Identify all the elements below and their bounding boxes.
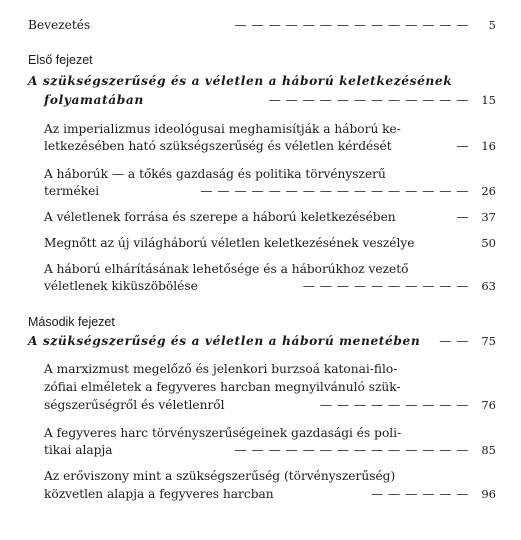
toc-entry bbox=[0, 441, 521, 459]
toc-entry bbox=[0, 182, 521, 200]
toc-page-number: 75 bbox=[481, 334, 496, 348]
toc-entry-title: Az erőviszony mint a szükségszerűség (törvényszerűség) bbox=[44, 469, 396, 483]
toc-page-number: 85 bbox=[481, 443, 496, 457]
toc-chapter-1-title-cont bbox=[0, 91, 521, 109]
toc-leader-dashes: — — — — — — — — — — — — — — bbox=[234, 18, 469, 32]
toc-entry-title: A háborúk — a tőkés gazdaság és politika törvényszerű bbox=[44, 167, 386, 181]
toc-entry bbox=[0, 485, 521, 503]
toc-chapter-heading-2 bbox=[0, 313, 521, 331]
toc-entry bbox=[0, 165, 521, 183]
toc-page-number: 16 bbox=[481, 139, 496, 153]
toc-page-number: 96 bbox=[481, 487, 496, 501]
toc-entry-title: Bevezetés bbox=[28, 18, 91, 32]
toc-entry-title: termékei bbox=[44, 184, 100, 198]
toc-entry-title: A fegyveres harc törvényszerűségeinek gazdasági és poli- bbox=[44, 426, 402, 440]
toc-leader-dashes: — bbox=[456, 210, 469, 224]
toc-entry bbox=[0, 424, 521, 442]
toc-entry-title: ségszerűségről és véletlenről bbox=[44, 398, 225, 412]
toc-entry bbox=[0, 208, 521, 226]
toc-leader-dashes: — — — — — — — — — — bbox=[302, 279, 469, 293]
toc-entry-title: tikai alapja bbox=[44, 443, 113, 457]
toc-chapter-heading-1 bbox=[0, 51, 521, 69]
toc-entry-title: zófiai elméletek a fegyveres harcban megnyilvánuló szük- bbox=[44, 380, 401, 394]
toc-entry bbox=[0, 137, 521, 155]
toc-leader-dashes: — — — — — — — — — — — — — — — — bbox=[200, 184, 469, 198]
chapter-heading-label: Első fejezet bbox=[28, 53, 93, 67]
toc-leader-dashes: — bbox=[456, 139, 469, 153]
toc-entry-title: A véletlenek forrása és szerepe a háború keletkezésében bbox=[44, 210, 396, 224]
toc-entry-title: A szükségszerűség és a véletlen a háború keletkezésének bbox=[28, 74, 453, 88]
toc-entry-title: folyamatában bbox=[44, 93, 144, 107]
toc-entry bbox=[0, 467, 521, 485]
toc-entry bbox=[0, 360, 521, 378]
toc-entry-title: Az imperializmus ideológusai meghamisítják a háború ke- bbox=[44, 122, 401, 136]
toc-leader-dashes: — — — — — — — — — bbox=[319, 398, 469, 412]
toc-entry-title: Megnőtt az új világháború véletlen keletkezésének veszélye bbox=[44, 236, 415, 250]
toc-page-number: 15 bbox=[481, 93, 496, 107]
toc-page-number: 5 bbox=[488, 18, 496, 32]
toc-entry bbox=[0, 260, 521, 278]
toc-page-number: 26 bbox=[481, 184, 496, 198]
toc-entry-title: A marxizmust megelőző és jelenkori burzsoá katonai-filo- bbox=[44, 362, 398, 376]
toc-leader-dashes: — — — — — — bbox=[371, 487, 469, 501]
toc-entry-title: A háború elhárításának lehetősége és a háborúkhoz vezető bbox=[44, 262, 409, 276]
toc-chapter-1-title bbox=[0, 72, 521, 90]
toc-page-number: 50 bbox=[481, 236, 496, 250]
toc-entry bbox=[0, 396, 521, 414]
toc-page-number: 63 bbox=[481, 279, 496, 293]
toc-leader-dashes: — — — — — — — — — — — — bbox=[268, 93, 469, 107]
toc-entry-title: letkezésében ható szükségszerűség és véletlen kérdését bbox=[44, 139, 392, 153]
toc-entry bbox=[0, 120, 521, 138]
toc-chapter-2-title bbox=[0, 332, 521, 350]
toc-leader-dashes: — — bbox=[439, 334, 469, 348]
toc-entry bbox=[0, 378, 521, 396]
toc-entry-introduction bbox=[0, 16, 521, 34]
toc-entry-title: véletlenek kiküszöbölése bbox=[44, 279, 198, 293]
chapter-heading-label: Második fejezet bbox=[28, 315, 115, 329]
toc-page-number: 76 bbox=[481, 398, 496, 412]
toc-entry-title: A szükségszerűség és a véletlen a háború menetében bbox=[28, 334, 421, 348]
toc-page-number: 37 bbox=[481, 210, 496, 224]
toc-entry-title: közvetlen alapja a fegyveres harcban bbox=[44, 487, 274, 501]
toc-leader-dashes: — — — — — — — — — — — — — — bbox=[234, 443, 469, 457]
toc-entry bbox=[0, 234, 521, 252]
toc-entry bbox=[0, 277, 521, 295]
